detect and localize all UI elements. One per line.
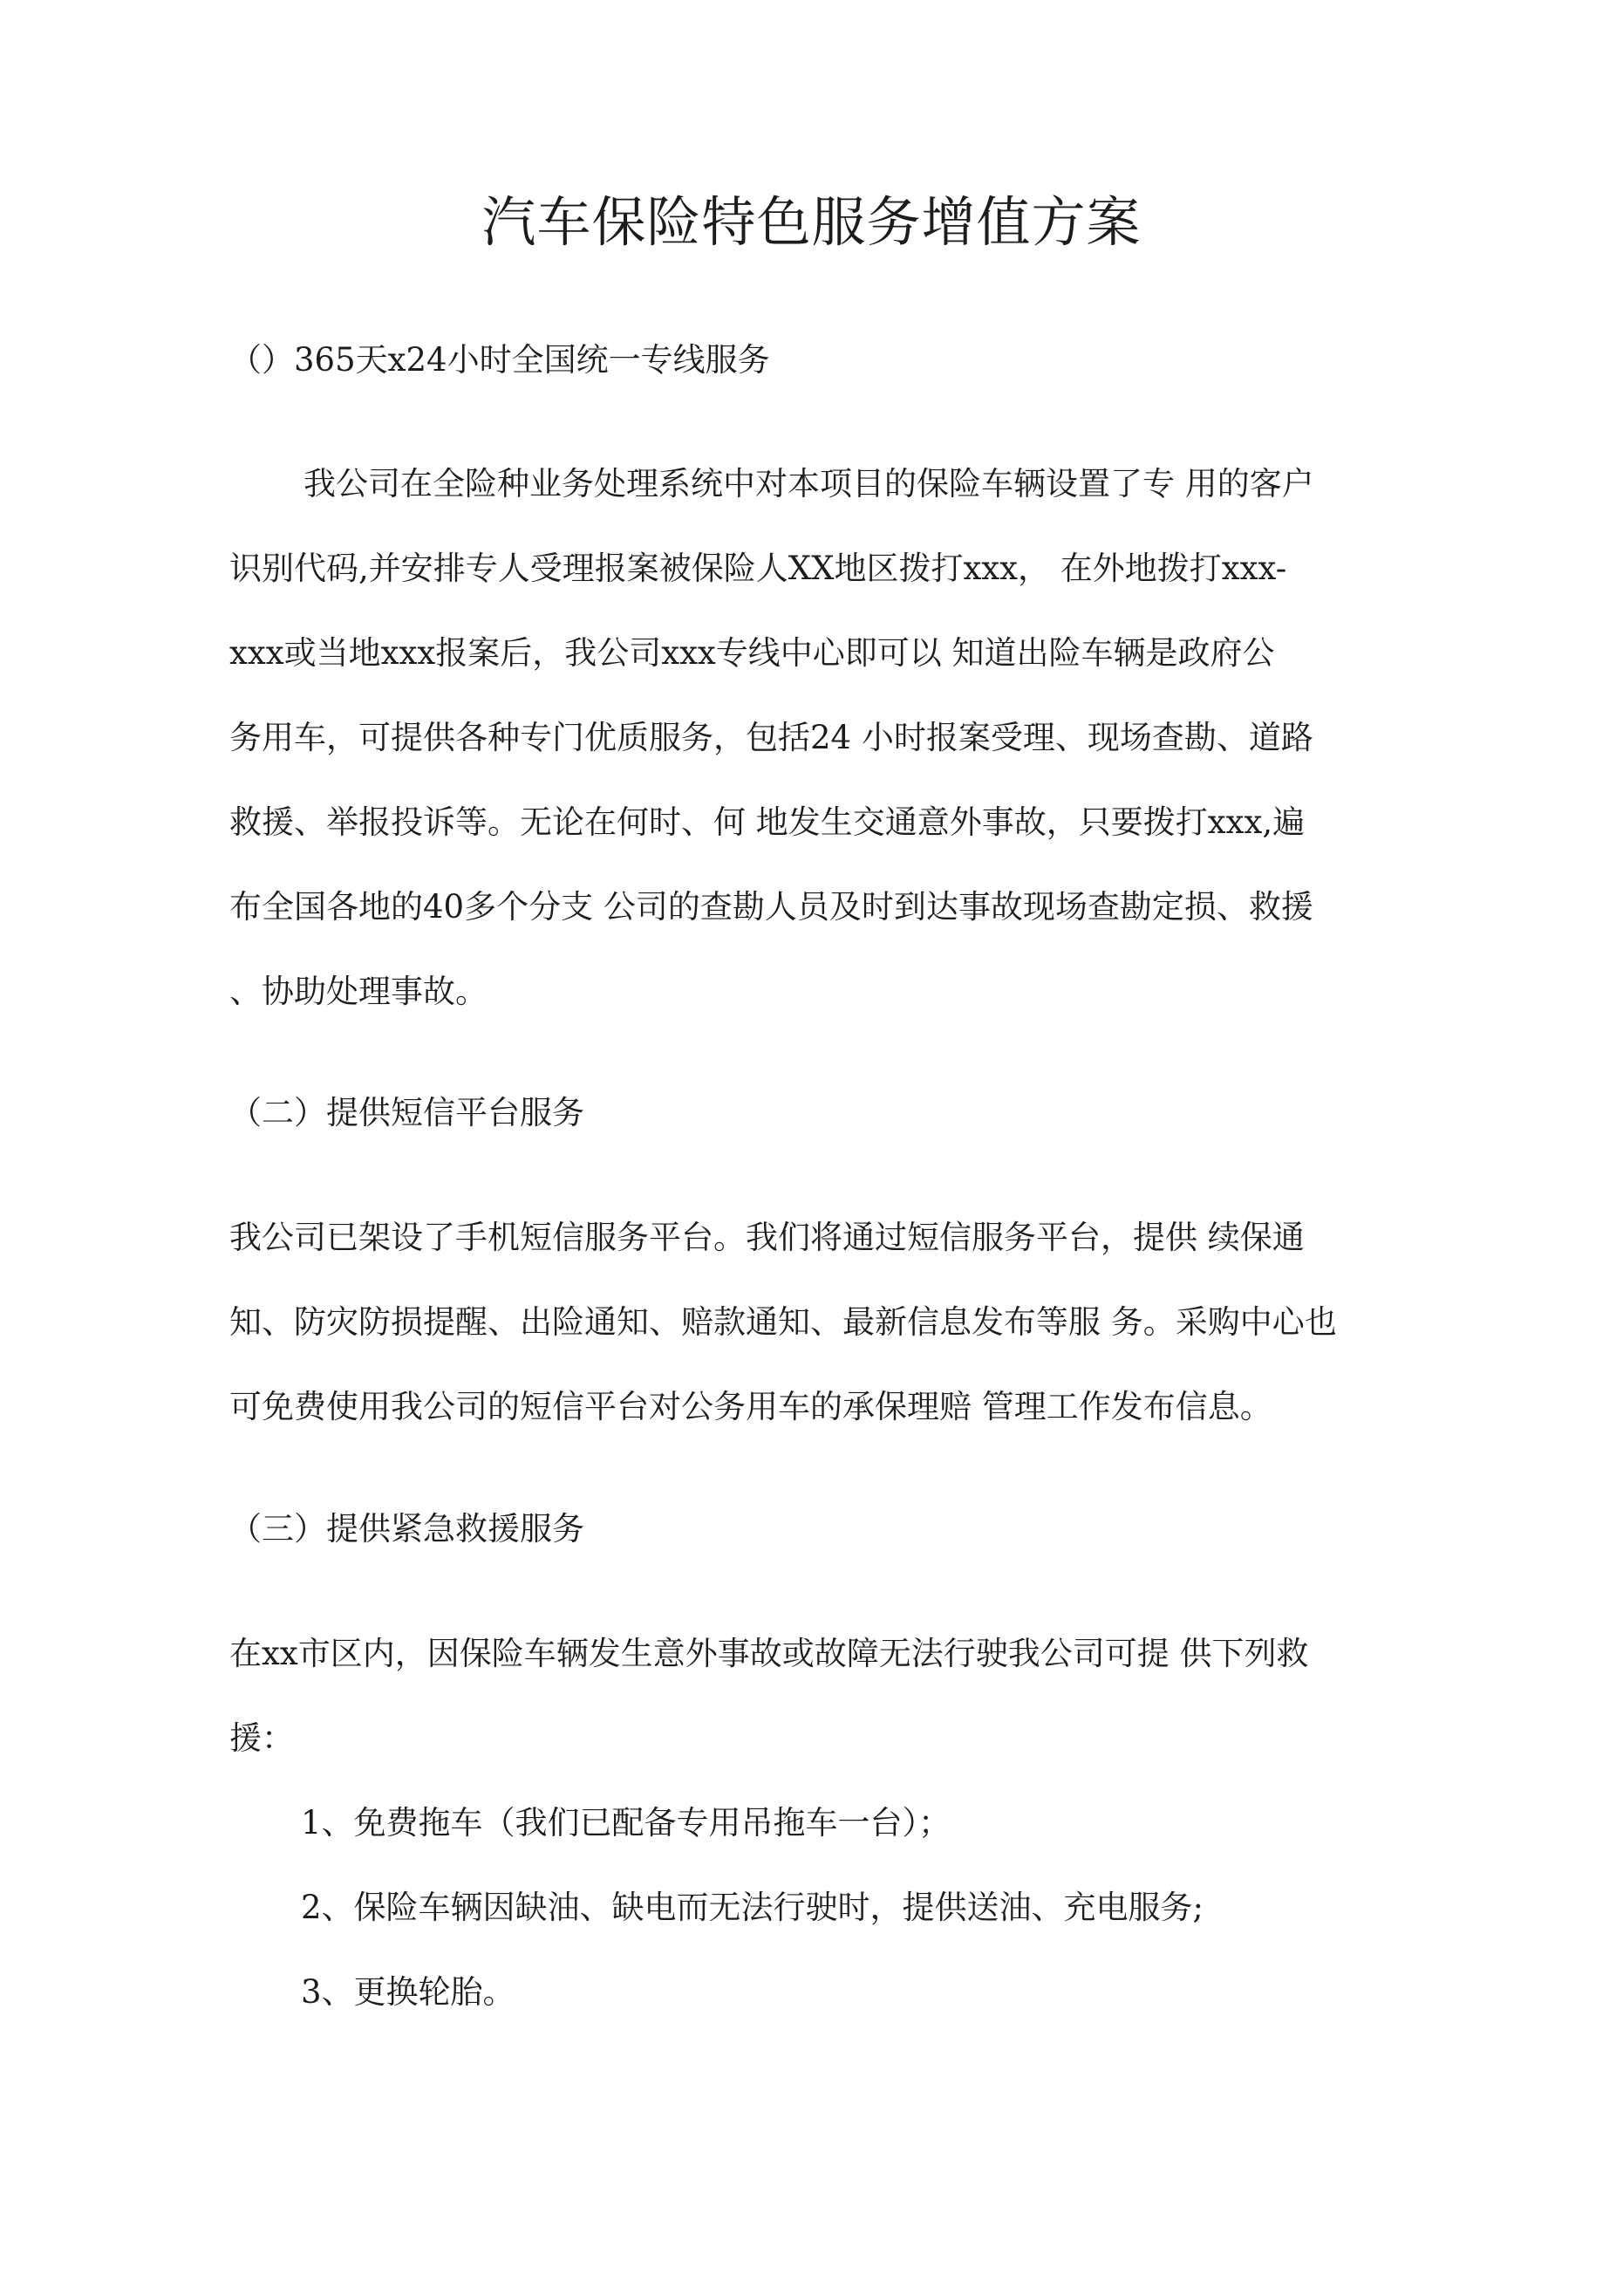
paragraph-line: 在xx市区内，因保险车辆发生意外事故或故障无法行驶我公司可提 供下列救 [229,1635,1309,1672]
list-item: 1、免费拖车（我们已配备专用吊拖车一台）； [301,1804,951,1842]
section-heading: （三）提供紧急救援服务 [229,1510,584,1548]
paragraph-line: 布全国各地的40多个分支 公司的查勘人员及时到达事故现场查勘定损、救援 [229,888,1313,926]
list-item: 2、保险车辆因缺油、缺电而无法行驶时，提供送油、充电服务; [301,1889,1204,1926]
paragraph-line: 我公司已架设了手机短信服务平台。我们将通过短信服务平台，提供 续保通 [229,1219,1305,1256]
section-heading: （）365天x24小时全国统一专线服务 [229,341,770,379]
paragraph-line: 识别代码,并安排专人受理报案被保险人XX地区拨打xxx， 在外地拨打xxx- [229,550,1287,587]
paragraph-line: 务用车，可提供各种专门优质服务，包括24 小时报案受理、现场查勘、道路 [229,719,1313,756]
paragraph-line: 可免费使用我公司的短信平台对公务用车的承保理赔 管理工作发布信息。 [229,1388,1272,1425]
list-item: 3、更换轮胎。 [301,1973,515,2011]
paragraph-line: 、协助处理事故。 [229,973,488,1010]
paragraph-line: 援： [229,1719,294,1757]
paragraph-line: 我公司在全险种业务处理系统中对本项目的保险车辆设置了专 用的客户 [303,465,1314,502]
paragraph-line: 救援、举报投诉等。无论在何时、何 地发生交通意外事故，只要拨打xxx,遍 [229,803,1306,841]
paragraph-line: xxx或当地xxx报案后，我公司xxx专线中心即可以 知道出险车辆是政府公 [229,634,1275,672]
document-title: 汽车保险特色服务增值方案 [481,190,1142,254]
section-heading: （二）提供短信平台服务 [229,1094,584,1131]
paragraph-line: 知、防灾防损提醒、出险通知、赔款通知、最新信息发布等服 务。采购中心也 [229,1303,1337,1341]
